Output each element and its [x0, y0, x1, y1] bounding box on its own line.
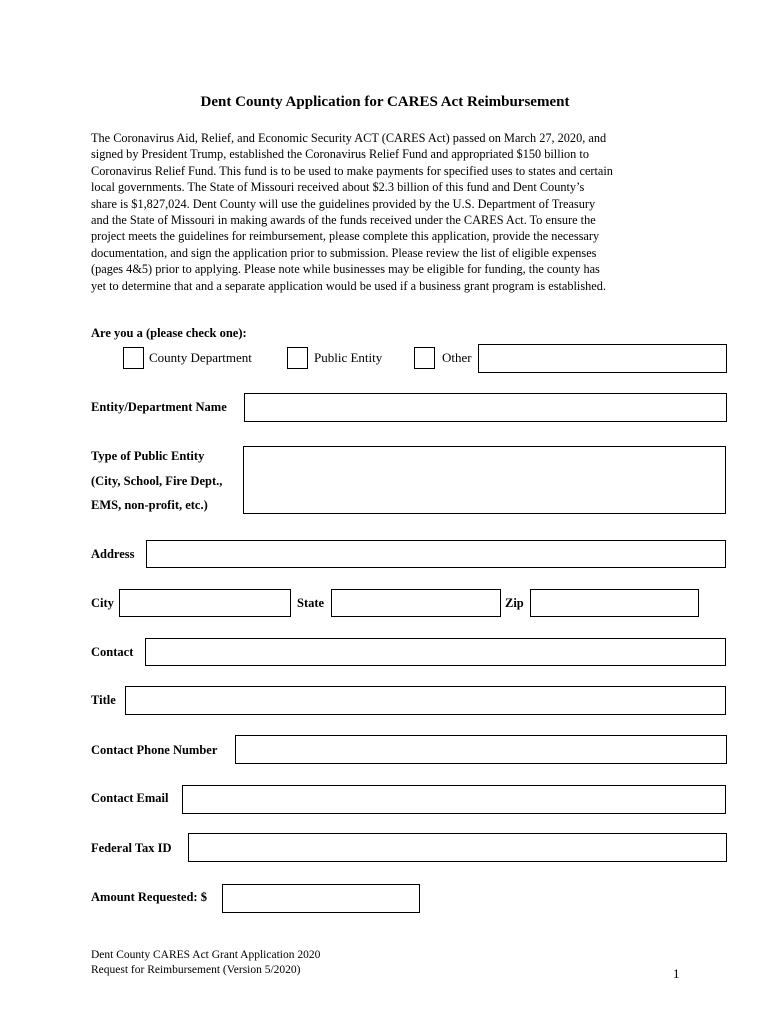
- other-checkbox[interactable]: [414, 347, 435, 369]
- city-input[interactable]: [119, 589, 291, 617]
- intro-line: and the State of Missouri in making awards of the funds received under the CARES Act. To ensure the: [91, 213, 596, 228]
- amount-input[interactable]: [222, 884, 420, 913]
- phone-input[interactable]: [235, 735, 727, 764]
- intro-line: documentation, and sign the application prior to submission. Please review the list of eligible expenses: [91, 245, 597, 260]
- intro-line: share is $1,827,024. Dent County will use the guidelines provided by the U.S. Department of Treasury: [91, 196, 596, 211]
- tax-id-label: Federal Tax ID: [91, 841, 172, 855]
- contact-label: Contact: [91, 645, 134, 659]
- address-label: Address: [91, 547, 135, 561]
- tax-id-input[interactable]: [188, 833, 727, 862]
- zip-input[interactable]: [530, 589, 699, 617]
- intro-line: yet to determine that and a separate application would be used if a business grant program is established.: [91, 278, 606, 293]
- amount-label: Amount Requested: $: [91, 890, 207, 904]
- entity-name-input[interactable]: [244, 393, 727, 422]
- intro-line: local governments. The State of Missouri received about $2.3 billion of this fund and Dent County’s: [91, 180, 585, 195]
- entity-type-label-line: (City, School, Fire Dept.,: [91, 474, 223, 488]
- entity-name-label: Entity/Department Name: [91, 400, 227, 414]
- entity-type-input[interactable]: [243, 446, 726, 514]
- other-label: Other: [442, 350, 472, 365]
- page-title: Dent County Application for CARES Act Reimbursement: [200, 94, 570, 110]
- county-department-checkbox[interactable]: [123, 347, 144, 369]
- intro-line: (pages 4&5) prior to applying. Please note while businesses may be eligible for funding, the county has: [91, 262, 600, 277]
- intro-line: project meets the guidelines for reimbursement, please complete this application, provide the necessary: [91, 229, 600, 244]
- footer-line: Request for Reimbursement (Version 5/2020): [91, 964, 301, 976]
- zip-label: Zip: [505, 596, 524, 610]
- title-input[interactable]: [125, 686, 726, 715]
- contact-input[interactable]: [145, 638, 726, 666]
- county-department-label: County Department: [149, 350, 252, 365]
- type-question-label: Are you a (please check one):: [91, 326, 247, 340]
- state-label: State: [297, 596, 325, 610]
- public-entity-checkbox[interactable]: [287, 347, 308, 369]
- footer-line: Dent County CARES Act Grant Application 2020: [91, 949, 321, 961]
- state-input[interactable]: [331, 589, 501, 617]
- address-input[interactable]: [146, 540, 726, 568]
- entity-type-label-line: EMS, non-profit, etc.): [91, 498, 208, 512]
- city-label: City: [91, 596, 114, 610]
- email-label: Contact Email: [91, 791, 169, 805]
- public-entity-label: Public Entity: [314, 350, 383, 365]
- intro-paragraph: [91, 130, 691, 294]
- intro-line: Coronavirus Relief Fund. This fund is to be used to make payments for specified uses to states and certain: [91, 163, 613, 178]
- page-number: 1: [673, 966, 680, 981]
- other-specify-input[interactable]: [478, 344, 727, 373]
- intro-line: signed by President Trump, established the Coronavirus Relief Fund and appropriated $150 billion to: [91, 147, 589, 162]
- phone-label: Contact Phone Number: [91, 743, 218, 757]
- email-input[interactable]: [182, 785, 726, 814]
- title-label: Title: [91, 693, 116, 707]
- entity-type-label-line: Type of Public Entity: [91, 449, 205, 463]
- intro-line: The Coronavirus Aid, Relief, and Economic Security ACT (CARES Act) passed on March 27, 2020, and: [91, 131, 607, 145]
